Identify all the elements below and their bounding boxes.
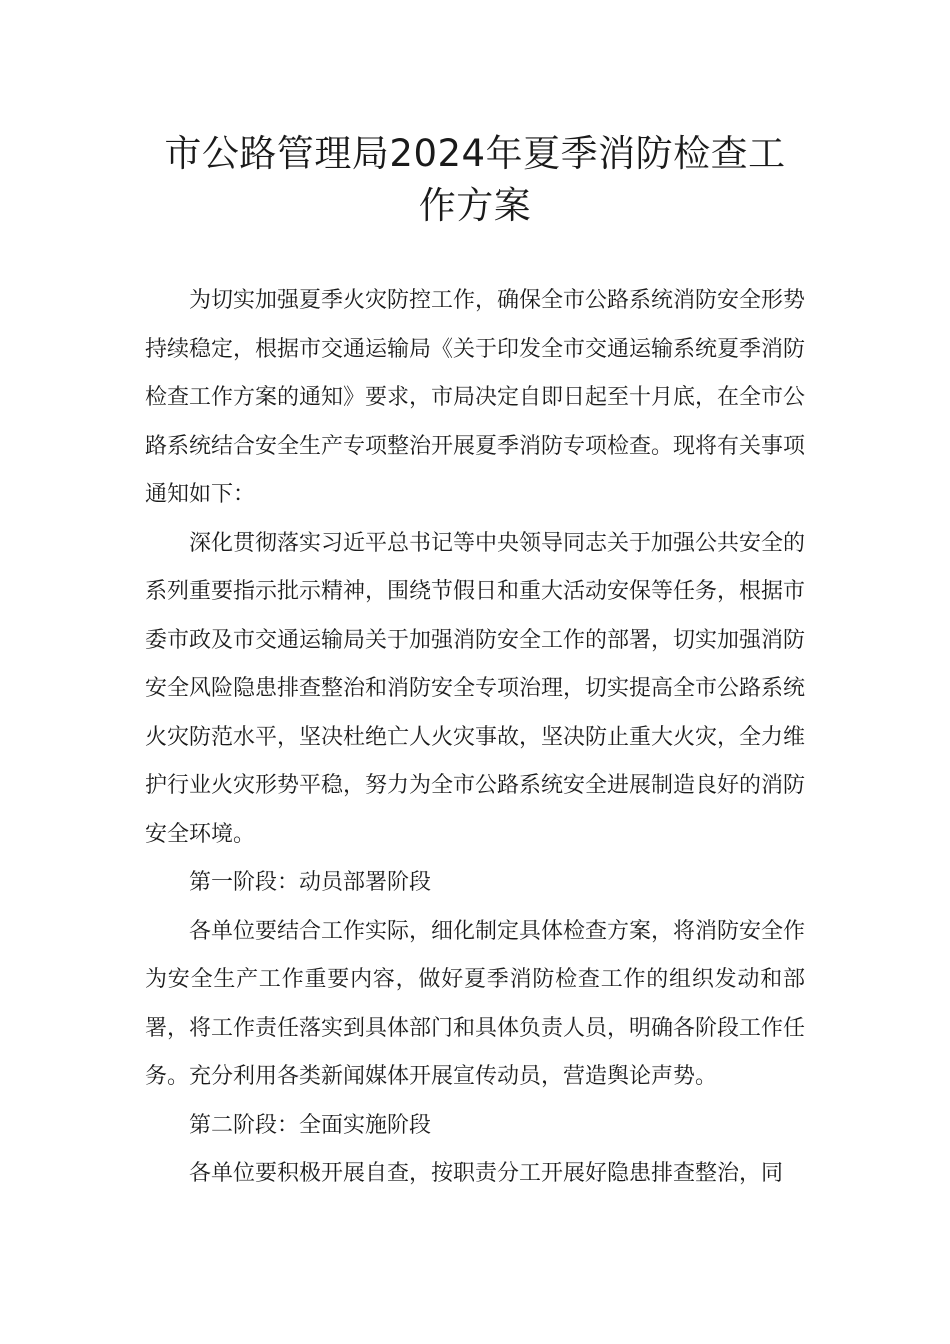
intro-paragraph: 为切实加强夏季火灾防控工作，确保全市公路系统消防安全形势持续稳定，根据市交通运输局《关于印发全市交通运输系统夏季消防检查工作方案的通知》要求，市局决定自即日起至十月底，在全市公路系统结合安全生产专项整治开展夏季消防专项检查。现将有关事项通知如下： [145, 288, 806, 507]
document-body [145, 277, 805, 1199]
stage-two-paragraph: 各单位要积极开展自查，按职责分工开展好隐患排查整治，同 [189, 1161, 784, 1186]
stage-one-heading: 第一阶段：动员部署阶段 [189, 870, 432, 895]
stage-one-paragraph: 各单位要结合工作实际，细化制定具体检查方案，将消防安全作为安全生产工作重要内容，做好夏季消防检查工作的组织发动和部署，将工作责任落实到具体部门和具体负责人员，明确各阶段工作任务。充分利用各类新闻媒体开展宣传动员，营造舆论声势。 [145, 918, 806, 1089]
guiding-principle-paragraph: 深化贯彻落实习近平总书记等中央领导同志关于加强公共安全的系列重要指示批示精神，围绕节假日和重大活动安保等任务，根据市委市政及市交通运输局关于加强消防安全工作的部署，切实加强消防安全风险隐患排查整治和消防安全专项治理，切实提高全市公路系统火灾防范水平，坚决杜绝亡人火灾事故，坚决防止重大火灾，全力维护行业火灾形势平稳，努力为全市公路系统安全进展制造良好的消防安全环境。 [145, 530, 806, 847]
stage-two-heading: 第二阶段：全面实施阶段 [189, 1112, 432, 1138]
document-title-line-1: 市公路管理局2024年夏季消防检查工 [164, 132, 786, 175]
document-title-line-2: 作方案 [418, 184, 532, 227]
document-title [150, 128, 800, 232]
